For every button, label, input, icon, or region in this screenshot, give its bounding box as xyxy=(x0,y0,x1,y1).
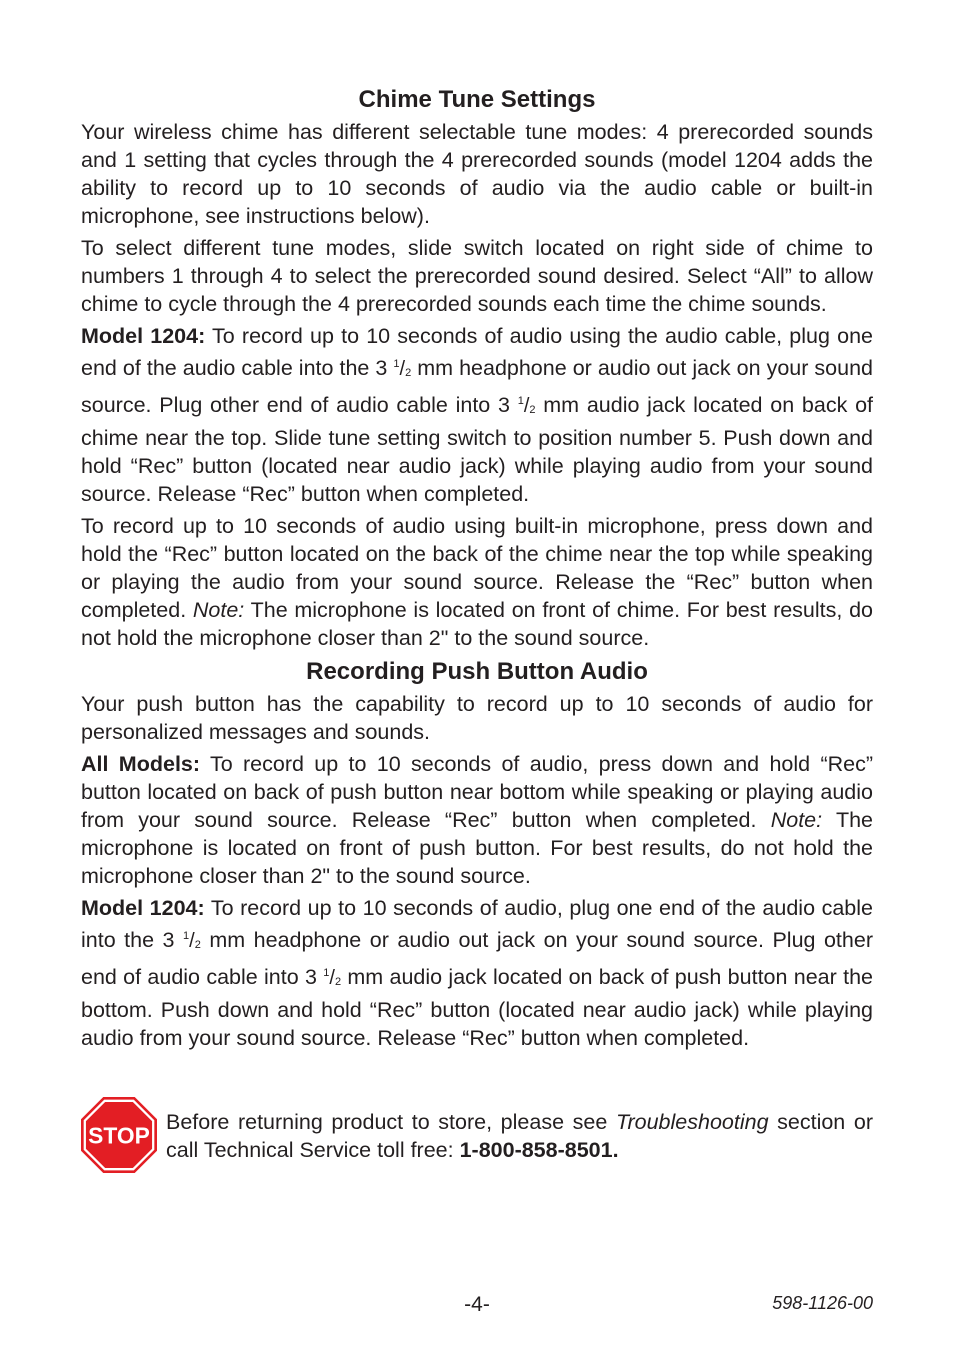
text-run: To record up to 10 seconds of audio using built-in microphone, press down and hold the “Rec” button located on the back of the chime near the top while speaking or playing the audio from your sound source. Release the “Rec” button when completed. xyxy=(81,514,873,622)
phone-number: 1-800-858-8501. xyxy=(459,1138,619,1162)
fraction-one-half: $^1/_2$ xyxy=(323,967,342,989)
note-label: Note: xyxy=(192,598,245,622)
document-body xyxy=(81,82,873,1056)
recording-push-button-heading: Recording Push Button Audio xyxy=(306,658,648,685)
text-run: To record up to 10 seconds of audio using the audio cable, plug one end of the audio cable into the 3 xyxy=(81,324,873,380)
note-label: Note: xyxy=(770,808,823,832)
chime-tune-settings-heading: Chime Tune Settings xyxy=(358,86,596,113)
text-run: mm audio jack located on back of chime near the top. Slide tune setting switch to position number 5. Push down and hold “Rec” button (located near audio jack) while playing audio from your sound source. Release “Rec” button when completed. xyxy=(81,393,873,506)
chime-paragraph-3 xyxy=(81,322,873,508)
text-run: To record up to 10 seconds of audio, plug one end of the audio cable into the 3 xyxy=(81,896,873,952)
fraction-one-half: $^1/_2$ xyxy=(517,395,536,417)
text-run: The microphone is located on front of push button. For best results, do not hold the microphone closer than 2" to the sound source. xyxy=(81,808,873,888)
chime-paragraph-4 xyxy=(81,512,873,652)
stop-notice-text: Before returning product to store, please see Troubleshooting section or call Technical Service toll free: 1-800-858-8501. xyxy=(166,1110,873,1162)
recording-paragraph-3 xyxy=(81,894,873,1052)
model-label: Model 1204: xyxy=(81,324,206,348)
fraction-one-half: $^1/_2$ xyxy=(393,358,412,380)
svg-text:STOP: STOP xyxy=(88,1122,150,1149)
troubleshooting-reference: Troubleshooting xyxy=(615,1110,769,1134)
text-run: mm headphone or audio out jack on your sound source. Plug other end of audio cable into 3 xyxy=(81,356,873,417)
text-run: To record up to 10 seconds of audio, press down and hold “Rec” button located on back of push button near bottom while speaking or playing audio from your sound source. Release “Rec” button when completed. xyxy=(81,752,873,832)
chime-paragraph-1: Your wireless chime has different selectable tune modes: 4 prerecorded sounds and 1 setting that cycles through the 4 prerecorded sounds (model 1204 adds the ability to record up to 10 seconds of audio via the audio cable or built-in microphone, see instructions below). xyxy=(81,120,873,228)
all-models-label: All Models: xyxy=(81,752,201,776)
model-label: Model 1204: xyxy=(81,896,205,920)
recording-paragraph-2 xyxy=(81,750,873,890)
text-run: The microphone is located on front of chime. For best results, do not hold the microphone closer than 2" to the sound source. xyxy=(81,598,873,650)
fraction-one-half: $^1/_2$ xyxy=(183,930,201,952)
page-number: -4- xyxy=(464,1293,490,1316)
text-run: mm audio jack located on back of push button near the bottom. Push down and hold “Rec” button (located near audio jack) while playing audio from your sound source. Release “Rec” button when completed. xyxy=(81,965,873,1050)
chime-paragraph-2: To select different tune modes, slide switch located on right side of chime to numbers 1 through 4 to select the prerecorded sound desired. Select “All” to allow chime to cycle through the 4 prerecorded sounds each time the chime sounds. xyxy=(81,236,873,316)
stop-sign-icon xyxy=(81,1097,157,1173)
stop-notice xyxy=(81,1097,873,1177)
text-run: mm headphone or audio out jack on your sound source. Plug other end of audio cable into 3 xyxy=(81,928,873,989)
recording-paragraph-1: Your push button has the capability to record up to 10 seconds of audio for personalized messages and sounds. xyxy=(81,692,873,744)
document-code: 598-1126-00 xyxy=(772,1293,873,1313)
